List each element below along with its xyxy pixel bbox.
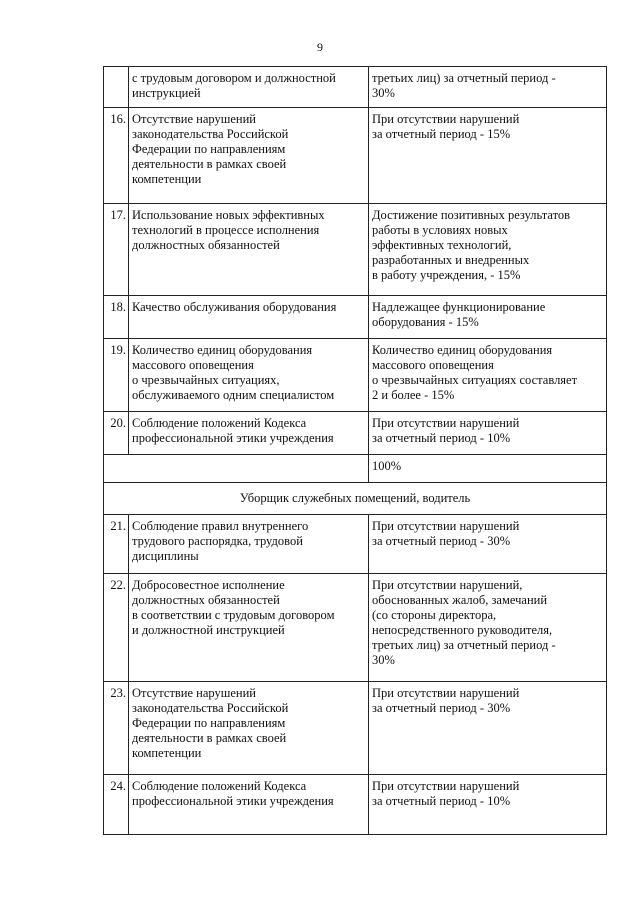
measure-cell: Количество единиц оборудования массового оповещения о чрезвычайных ситуациях составляет 2 и более - 15% [369, 339, 607, 412]
criterion-cell: Соблюдение положений Кодекса профессиональной этики учреждения [129, 412, 369, 455]
measure-cell: При отсутствии нарушений за отчетный период - 30% [369, 682, 607, 775]
measure-cell: При отсутствии нарушений за отчетный период - 30% [369, 515, 607, 574]
table-row [104, 775, 607, 835]
criterion-cell: Отсутствие нарушений законодательства Российской Федерации по направлениям деятельности в рамках своей компетенции [129, 682, 369, 775]
table-row [104, 67, 607, 108]
table-row [104, 204, 607, 296]
table-row [104, 296, 607, 339]
table-row [104, 682, 607, 775]
row-number: 17. [104, 204, 129, 296]
page-number: 9 [317, 40, 323, 54]
row-number: 21. [104, 515, 129, 574]
row-number: 20. [104, 412, 129, 455]
criterion-cell: Добросовестное исполнение должностных обязанностей в соответствии с трудовым договором и должностной инструкцией [129, 574, 369, 682]
total-label-cell [104, 455, 369, 483]
row-number: 22. [104, 574, 129, 682]
table-row [104, 574, 607, 682]
section-title: Уборщик служебных помещений, водитель [104, 483, 607, 515]
criterion-cell: Использование новых эффективных технологий в процессе исполнения должностных обязанностей [129, 204, 369, 296]
total-value: 100% [369, 455, 607, 483]
measure-cell: При отсутствии нарушений за отчетный период - 15% [369, 108, 607, 204]
criterion-cell: Соблюдение положений Кодекса профессиональной этики учреждения [129, 775, 369, 835]
criteria-table [103, 66, 607, 835]
row-number: 24. [104, 775, 129, 835]
row-number: 23. [104, 682, 129, 775]
row-number: 16. [104, 108, 129, 204]
table-row [104, 108, 607, 204]
total-row [104, 455, 607, 483]
row-number: 19. [104, 339, 129, 412]
measure-cell: Достижение позитивных результатов работы в условиях новых эффективных технологий, разработанных и внедренных в работу учреждения, - 15% [369, 204, 607, 296]
criterion-cell: Отсутствие нарушений законодательства Российской Федерации по направлениям деятельности в рамках своей компетенции [129, 108, 369, 204]
measure-cell: При отсутствии нарушений за отчетный период - 10% [369, 775, 607, 835]
row-number [104, 67, 129, 108]
measure-cell: Надлежащее функционирование оборудования - 15% [369, 296, 607, 339]
criterion-cell: Качество обслуживания оборудования [129, 296, 369, 339]
measure-cell: третьих лиц) за отчетный период - 30% [369, 67, 607, 108]
measure-cell: При отсутствии нарушений, обоснованных жалоб, замечаний (со стороны директора, непосредственного руководителя, третьих лиц) за отчетный период - 30% [369, 574, 607, 682]
section-header-row [104, 483, 607, 515]
criterion-cell: Количество единиц оборудования массового оповещения о чрезвычайных ситуациях, обслуживаемого одним специалистом [129, 339, 369, 412]
criterion-cell: с трудовым договором и должностной инструкцией [129, 67, 369, 108]
table-row [104, 412, 607, 455]
row-number: 18. [104, 296, 129, 339]
table-row [104, 515, 607, 574]
criterion-cell: Соблюдение правил внутреннего трудового распорядка, трудовой дисциплины [129, 515, 369, 574]
measure-cell: При отсутствии нарушений за отчетный период - 10% [369, 412, 607, 455]
table-row [104, 339, 607, 412]
